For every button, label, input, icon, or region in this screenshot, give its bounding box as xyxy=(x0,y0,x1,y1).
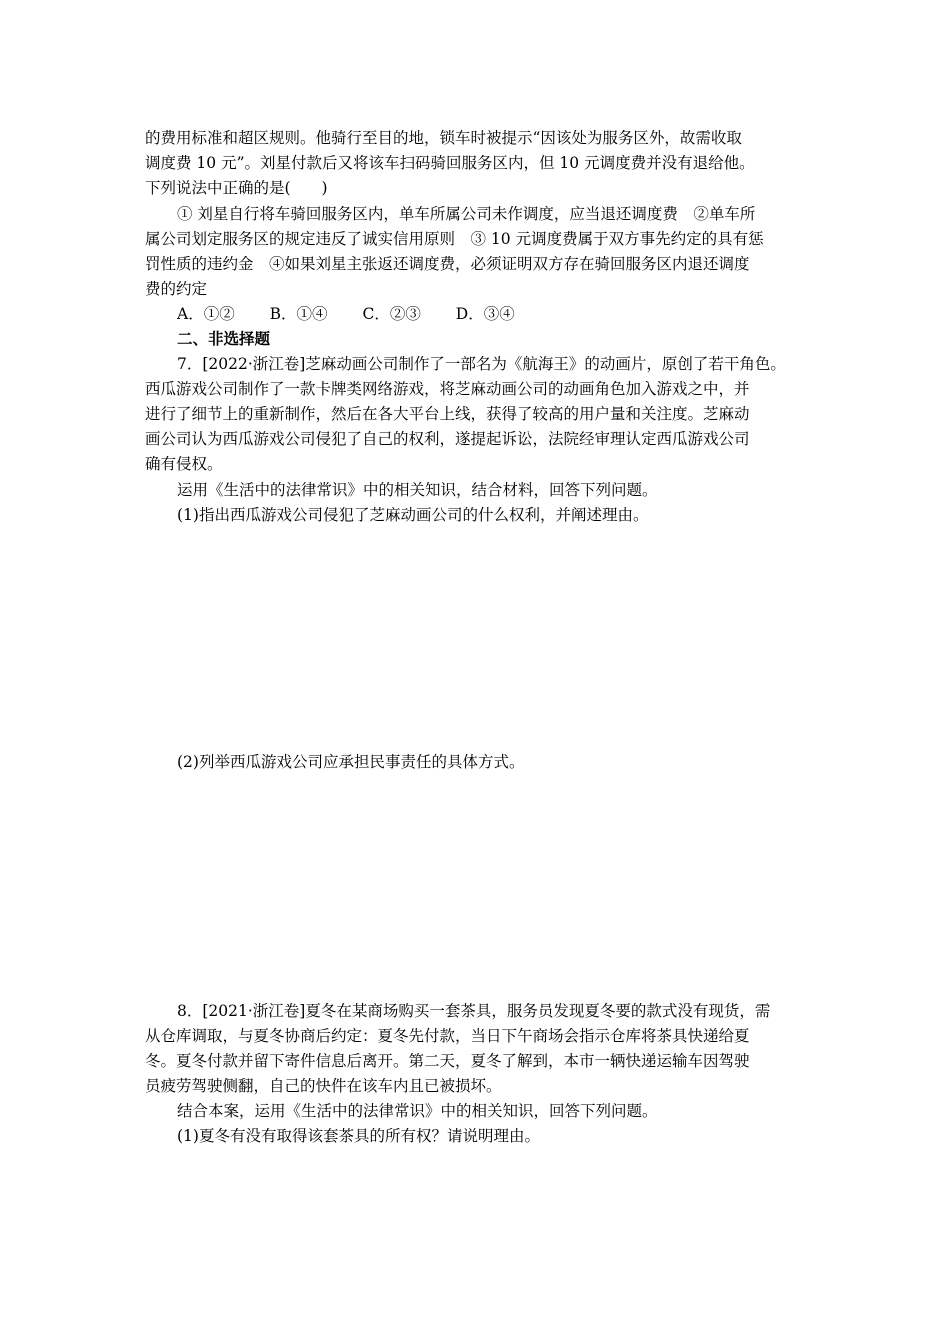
q6-statement-line-2: 属公司划定服务区的规定违反了诚实信用原则 ③ 10 元调度费属于双方事先约定的具有惩 xyxy=(145,230,764,248)
q7-sub-question-1: (1)指出西瓜游戏公司侵犯了芝麻动画公司的什么权利，并阐述理由。 xyxy=(177,506,649,524)
q6-stem-line-3: 下列说法中正确的是( ) xyxy=(145,179,328,197)
q8-sub-question-1: (1)夏冬有没有取得该套茶具的所有权？请说明理由。 xyxy=(177,1127,540,1145)
q6-stem-line-2: 调度费 10 元”。刘星付款后又将该车扫码骑回服务区内，但 10 元调度费并没有退给他。 xyxy=(145,154,755,172)
q7-line-2: 西瓜游戏公司制作了一款卡牌类网络游戏，将芝麻动画公司的动画角色加入游戏之中，并 xyxy=(145,380,750,398)
q8-line-1: 8．[2021·浙江卷]夏冬在某商场购买一套茶具，服务员发现夏冬要的款式没有现货，需 xyxy=(177,1002,771,1020)
q7-line-1: 7．[2022·浙江卷]芝麻动画公司制作了一部名为《航海王》的动画片，原创了若干角色。 xyxy=(177,355,786,373)
q7-line-3: 进行了细节上的重新制作，然后在各大平台上线，获得了较高的用户量和关注度。芝麻动 xyxy=(145,405,750,423)
q7-line-4: 画公司认为西瓜游戏公司侵犯了自己的权利，遂提起诉讼，法院经审理认定西瓜游戏公司 xyxy=(145,430,750,448)
q6-option-c: C．②③ xyxy=(362,305,421,323)
q8-line-2: 从仓库调取，与夏冬协商后约定：夏冬先付款，当日下午商场会指示仓库将茶具快递给夏 xyxy=(145,1027,750,1045)
q6-statement-line-1: ① 刘星自行将车骑回服务区内，单车所属公司未作调度，应当退还调度费 ②单车所 xyxy=(177,205,756,223)
q6-stem-line-1: 的费用标准和超区规则。他骑行至目的地，锁车时被提示“因该处为服务区外，故需收取 xyxy=(145,129,742,147)
q7-line-5: 确有侵权。 xyxy=(145,455,223,473)
q6-options xyxy=(177,303,817,325)
q8-line-3: 冬。夏冬付款并留下寄件信息后离开。第二天，夏冬了解到，本市一辆快递运输车因驾驶 xyxy=(145,1052,750,1070)
q8-line-4: 员疲劳驾驶侧翻，自己的快件在该车内且已被损坏。 xyxy=(145,1077,502,1095)
q6-option-a: A．①② xyxy=(177,305,235,323)
q7-instruction: 运用《生活中的法律常识》中的相关知识，结合材料，回答下列问题。 xyxy=(177,481,658,499)
q7-sub-question-2: (2)列举西瓜游戏公司应承担民事责任的具体方式。 xyxy=(177,753,525,771)
q6-statement-line-3: 罚性质的违约金 ④如果刘星主张返还调度费，必须证明双方存在骑回服务区内退还调度 xyxy=(145,255,750,273)
q6-option-d: D．③④ xyxy=(455,305,515,323)
q6-statement-line-4: 费的约定 xyxy=(145,280,208,298)
q6-option-b: B．①④ xyxy=(269,305,328,323)
q8-instruction: 结合本案，运用《生活中的法律常识》中的相关知识，回答下列问题。 xyxy=(177,1102,658,1120)
section-heading: 二、非选择题 xyxy=(177,329,271,348)
